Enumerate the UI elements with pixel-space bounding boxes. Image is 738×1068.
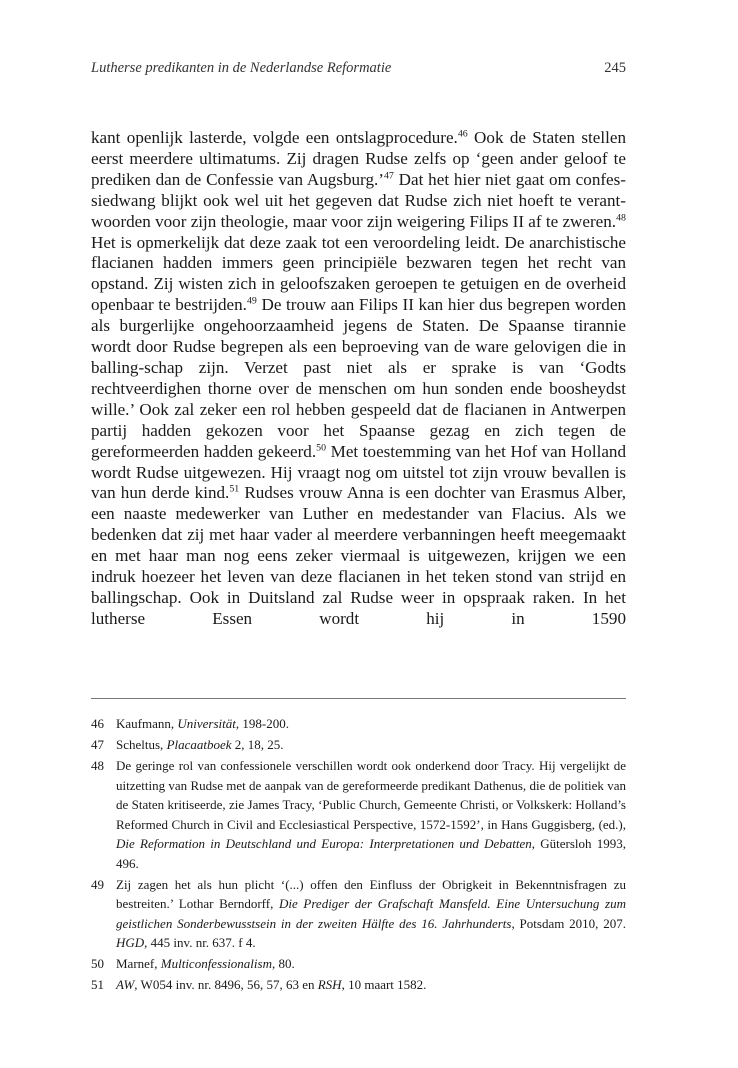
footnote-51 <box>91 975 626 995</box>
footnote-title-italic: Multiconfessionalism <box>160 956 272 971</box>
footnote-title-italic: Placaatboek <box>166 737 232 752</box>
body-text-segment: Het is opmerkelijk dat deze zaak tot een veroordeling leidt. De anarchistische flacianen hadden immers geen principiële bezwaren tegen het recht van opstand. Zij wisten zich in geloofszaken geroepen te getuigen en de overheid openbaar te bestrijden. <box>91 232 626 315</box>
footnote-text-part: , W054 inv. nr. 8496, 56, 57, 63 en <box>134 977 318 992</box>
footnote-47 <box>91 735 626 755</box>
footnote-title-italic: Universität <box>177 716 236 731</box>
footnote-text <box>116 975 626 995</box>
footnote-text-part: , Potsdam 2010, 207. <box>511 915 626 931</box>
page-number: 245 <box>604 60 626 76</box>
footnote-list <box>91 714 626 996</box>
footnote-48 <box>91 756 626 873</box>
footnote-number: 49 <box>91 876 104 892</box>
body-paragraph <box>91 128 626 630</box>
footnote-number: 47 <box>91 737 104 752</box>
footnote-text-part: , 10 maart 1582. <box>341 977 427 992</box>
body-text-segment: Ook de Staten stellen eerst meerdere ultimatums. Zij dragen Rudse zelfs op ‘geen ander geloof te prediken dan de Confessie van Augsburg.’ <box>91 128 626 189</box>
body-text-segment: Met toestemming van het Hof van Holland wordt Rudse uitgewezen. Hij vraagt nog om uitstel tot zijn vrouw bevallen is van hun derde kind. <box>91 441 626 503</box>
footnote-50 <box>91 954 626 974</box>
footnote-text-part: , 198-200. <box>235 716 289 731</box>
footnote-ref-46[interactable]: 46 <box>457 128 468 140</box>
body-text-segment: kant openlijk lasterde, volgde een ontslagprocedure. <box>91 128 458 147</box>
footnote-abbrev-italic: RSH <box>317 977 342 992</box>
running-title: Lutherse predikanten in de Nederlandse Reformatie <box>91 60 392 76</box>
footnote-ref-48[interactable]: 48 <box>616 211 626 223</box>
footnote-text <box>116 875 626 953</box>
footnote-text <box>116 714 626 734</box>
footnote-text-part: Zij zagen het als hun plicht ‘(...) offen den Einfluss der Obrigkeit in Bekenntnisfragen zu bestreiten.’ Lothar Berndorff, <box>116 876 626 911</box>
body-text-segment: De trouw aan Filips II kan hier dus begrepen worden als burgerlijke ongehoorzaamheid jegens de Staten. De Spaanse tirannie wordt door Rudse begrepen als een beproeving van de ware gelovigen die in balling-schap zijn. Verzet past niet als er sprake is van ‘Godts rechtveerdighen thorne over de menschen om hun sonden ende boosheydst wille.’ Ook zal zeker een rol hebben gespeeld dat de flacianen in Antwerpen partij hadden gekozen voor het Spaanse gezag en zich tegen de gereformeerden hadden gekeerd. <box>91 295 626 461</box>
footnote-text-part: , 80. <box>271 956 295 971</box>
footnote-text <box>116 954 626 974</box>
footnote-title-italic: Die Prediger der Grafschaft Mansfeld. Eine Untersuchung zum geistlichen Sonderbewusstsein in der zweiten Hälfte des 16. Jahrhunderts <box>116 896 626 931</box>
body-text-segment: Rudses vrouw Anna is een dochter van Erasmus Alber, een naaste medewerker van Luther en medestander van Flacius. Als we bedenken dat zij met haar vader al meerdere verbanningen heeft meegemaakt en met haar man nog eens zeker viermaal is uitgewezen, krijgen we een indruk hoezeer het leven van deze flacianen in het teken stond van strijd en ballingschap. Ook in Duitsland zal Rudse weer in opspraak raken. In het lutherse Essen wordt hij in 1590 <box>91 483 626 628</box>
footnote-46 <box>91 714 626 734</box>
footnote-number: 48 <box>91 758 104 773</box>
footnote-text-part: , 445 inv. nr. 637. f 4. <box>144 935 256 950</box>
footnote-abbrev-italic: HGD <box>116 935 145 950</box>
footnote-ref-50[interactable]: 50 <box>316 441 327 453</box>
footnote-text-part: De geringe rol van confessionele verschillen wordt ook onderkend door Tracy. Hij vergelijkt de uitzetting van Rudse met de aanpak van de gereformeerde predikant Dathenus, die de politiek van de Staten kritiseerde, zie James Tracy, ‘Public Church, Gemeente Christi, or Volkskerk: Holland’s Reformed Church in Civil and Ecclesiastical Perspective, 1572-1592’, in Hans Guggisberg, (ed.), <box>116 758 626 832</box>
footnote-ref-49[interactable]: 49 <box>246 295 257 307</box>
footnote-text-part: 2, 18, 25. <box>231 737 284 752</box>
footnote-49 <box>91 875 626 953</box>
footnote-text-part: , Gütersloh 1993, 496. <box>116 836 626 871</box>
footnote-number: 51 <box>91 977 104 992</box>
footnote-text <box>116 756 626 873</box>
body-text-segment: Dat het hier niet gaat om confes-siedwang blijkt ook wel uit het gegeven dat Rudse zich niet hoeft te verant-woorden voor zijn theologie, maar voor zijn weigering Filips II af te zweren. <box>91 169 626 231</box>
footnote-text-part: Marnef, <box>116 956 161 971</box>
footnote-ref-47[interactable]: 47 <box>383 170 394 182</box>
footnote-number: 46 <box>91 716 104 731</box>
footnote-abbrev-italic: AW <box>116 977 135 992</box>
footnote-text-part: Kaufmann, <box>116 716 178 731</box>
footnote-title-italic: Die Reformation in Deutschland und Europa: Interpretationen und Debatten <box>116 836 532 851</box>
footnote-number: 50 <box>91 956 104 971</box>
footnote-divider <box>91 698 626 699</box>
footnote-text-part: Scheltus, <box>116 737 167 752</box>
footnote-text <box>116 735 626 755</box>
footnote-ref-51[interactable]: 51 <box>229 483 240 495</box>
